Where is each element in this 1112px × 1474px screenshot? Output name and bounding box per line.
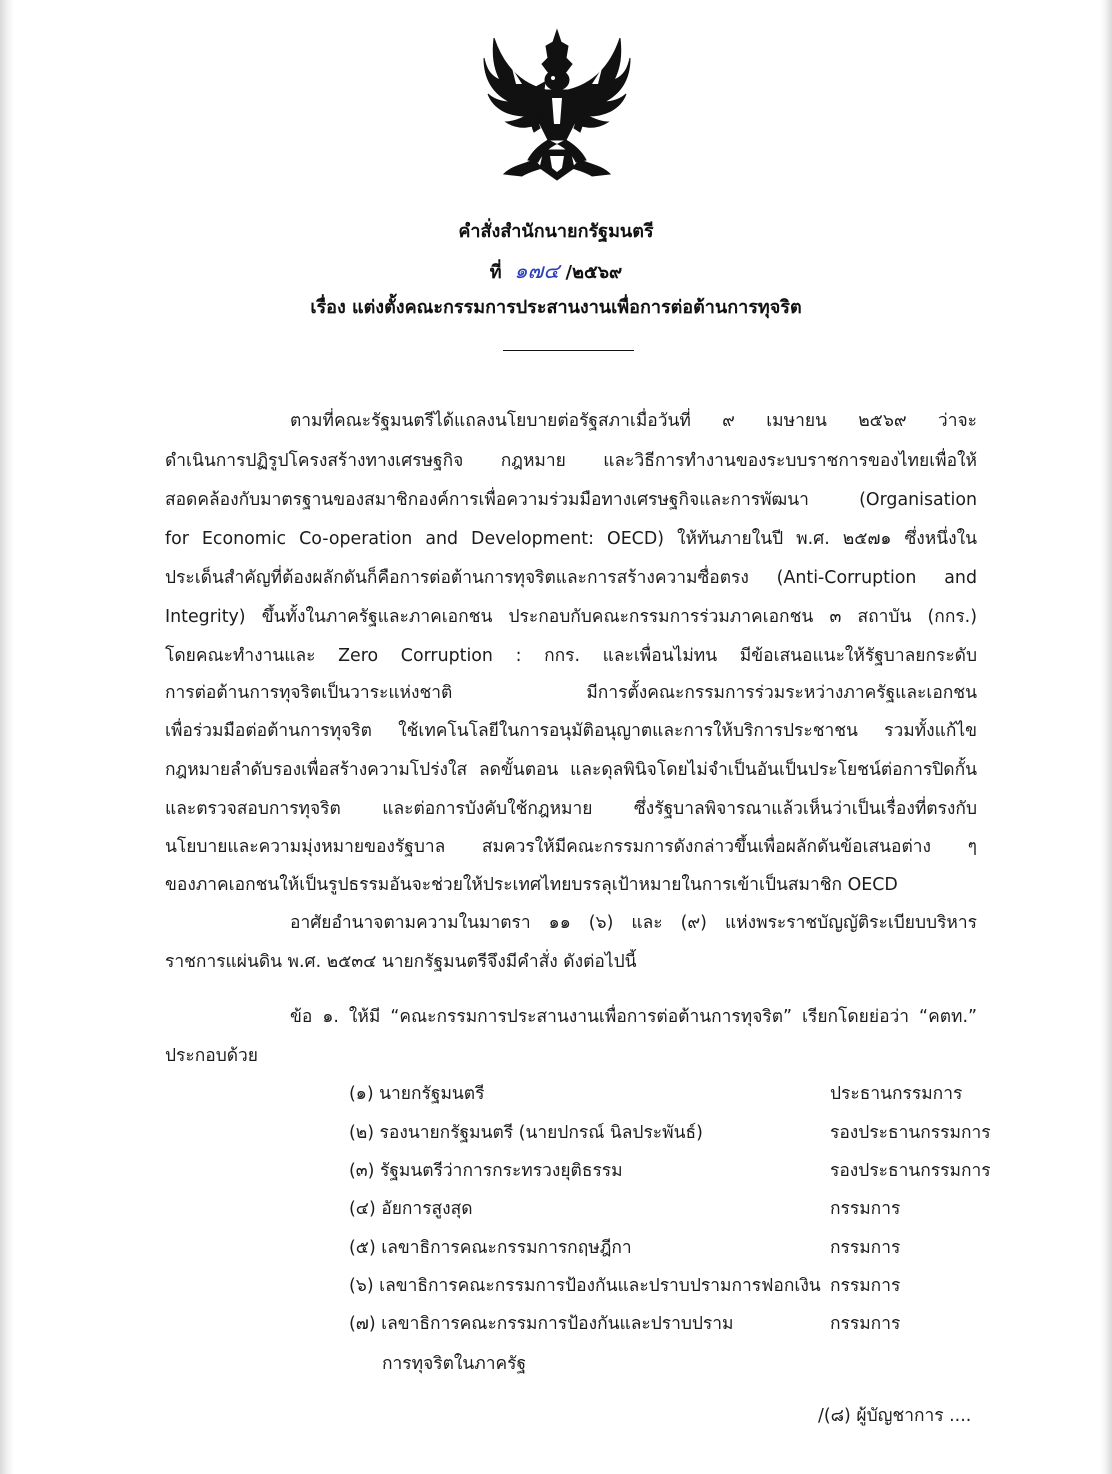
order-number: ๑๗๔ bbox=[514, 259, 560, 283]
member-name: (๔) อัยการสูงสุด bbox=[349, 1199, 473, 1219]
member-name: (๑) นายกรัฐมนตรี bbox=[349, 1084, 485, 1104]
member-role: รองประธานกรรมการ bbox=[830, 1161, 991, 1181]
member-role: กรรมการ bbox=[830, 1276, 901, 1296]
document-title: คำสั่งสำนักนายกรัฐมนตรี bbox=[458, 221, 654, 242]
order-prefix: ที่ bbox=[489, 262, 502, 283]
member-name-continuation: การทุจริตในภาครัฐ bbox=[382, 1354, 527, 1374]
paragraph-line: ราชการแผ่นดิน พ.ศ. ๒๕๓๔ นายกรัฐมนตรีจึงมีคำสั่ง ดังต่อไปนี้ bbox=[165, 952, 637, 972]
member-name: (๖) เลขาธิการคณะกรรมการป้องกันและปราบปรามการฟอกเงิน bbox=[349, 1276, 821, 1296]
paragraph-line: อาศัยอำนาจตามความในมาตรา ๑๑ (๖) และ (๙) แห่งพระราชบัญญัติระเบียบบริหาร bbox=[290, 913, 977, 933]
paragraph-line: ของภาคเอกชนให้เป็นรูปธรรมอันจะช่วยให้ประเทศไทยบรรลุเป้าหมายในการเข้าเป็นสมาชิก OECD bbox=[165, 875, 898, 895]
member-name: (๒) รองนายกรัฐมนตรี (นายปกรณ์ นิลประพันธ์) bbox=[349, 1123, 703, 1143]
garuda-emblem-icon bbox=[482, 28, 632, 186]
continuation-marker: /(๘) ผู้บัญชาการ .... bbox=[818, 1406, 972, 1426]
paragraph-line: และตรวจสอบการทุจริต และต่อการบังคับใช้กฎหมาย ซึ่งรัฐบาลพิจารณาแล้วเห็นว่าเป็นเรื่องที่ตรงกับ bbox=[165, 799, 977, 819]
order-number-line bbox=[0, 255, 1112, 288]
member-role: กรรมการ bbox=[830, 1314, 901, 1334]
order-year: /๒๕๖๙ bbox=[565, 262, 623, 283]
clause-line: ประกอบด้วย bbox=[165, 1046, 258, 1066]
paragraph-line: for Economic Co-operation and Development: OECD) ให้ทันภายในปี พ.ศ. ๒๕๗๑ ซึ่งหนึ่งใน bbox=[165, 529, 977, 549]
member-name: (๗) เลขาธิการคณะกรรมการป้องกันและปราบปราม bbox=[349, 1314, 734, 1334]
clause-line: ข้อ ๑. ให้มี “คณะกรรมการประสานงานเพื่อการต่อต้านการทุจริต” เรียกโดยย่อว่า “คตท.” bbox=[290, 1007, 977, 1027]
member-role: กรรมการ bbox=[830, 1238, 901, 1258]
paragraph-line: นโยบายและความมุ่งหมายของรัฐบาล สมควรให้มีคณะกรรมการดังกล่าวขึ้นเพื่อผลักดันข้อเสนอต่าง ๆ bbox=[165, 837, 977, 857]
paragraph-line: โดยคณะทำงานและ Zero Corruption : กกร. และเพื่อนไม่ทน มีข้อเสนอแนะให้รัฐบาลยกระดับ bbox=[165, 646, 977, 666]
paragraph-line: การต่อต้านการทุจริตเป็นวาระแห่งชาติ มีการตั้งคณะกรรมการร่วมระหว่างภาครัฐและเอกชน bbox=[165, 683, 977, 703]
member-role: รองประธานกรรมการ bbox=[830, 1123, 991, 1143]
paragraph-line: ตามที่คณะรัฐมนตรีได้แถลงนโยบายต่อรัฐสภาเมื่อวันที่ ๙ เมษายน ๒๕๖๙ ว่าจะ bbox=[290, 411, 977, 431]
paragraph-line: สอดคล้องกับมาตรฐานของสมาชิกองค์การเพื่อความร่วมมือทางเศรษฐกิจและการพัฒนา (Organisation bbox=[165, 490, 977, 510]
member-name: (๓) รัฐมนตรีว่าการกระทรวงยุติธรรม bbox=[349, 1161, 623, 1181]
paragraph-line: ดำเนินการปฏิรูปโครงสร้างทางเศรษฐกิจ กฎหมาย และวิธีการทำงานของระบบราชการของไทยเพื่อให้ bbox=[165, 451, 977, 471]
paragraph-line: Integrity) ขึ้นทั้งในภาครัฐและภาคเอกชน ประกอบกับคณะกรรมการร่วมภาคเอกชน ๓ สถาบัน (กกร.) bbox=[165, 607, 977, 627]
member-role: ประธานกรรมการ bbox=[830, 1084, 963, 1104]
member-role: กรรมการ bbox=[830, 1199, 901, 1219]
paragraph-line: เพื่อร่วมมือต่อต้านการทุจริต ใช้เทคโนโลยีในการอนุมัติอนุญาตและการให้บริการประชาชน รวมทั้งแก้ไข bbox=[165, 721, 977, 741]
member-name: (๕) เลขาธิการคณะกรรมการกฤษฎีกา bbox=[349, 1238, 632, 1258]
paragraph-line: ประเด็นสำคัญที่ต้องผลักดันก็คือการต่อต้านการทุจริตและการสร้างความซื่อตรง (Anti-Corruption and bbox=[165, 568, 977, 588]
paragraph-line: กฎหมายลำดับรองเพื่อสร้างความโปร่งใส ลดขั้นตอน และดุลพินิจโดยไม่จำเป็นอันเป็นประโยชน์ต่อการปิดกั้น bbox=[165, 760, 977, 780]
document-subject: เรื่อง แต่งตั้งคณะกรรมการประสานงานเพื่อการต่อต้านการทุจริต bbox=[310, 297, 802, 318]
header-divider bbox=[503, 350, 634, 351]
